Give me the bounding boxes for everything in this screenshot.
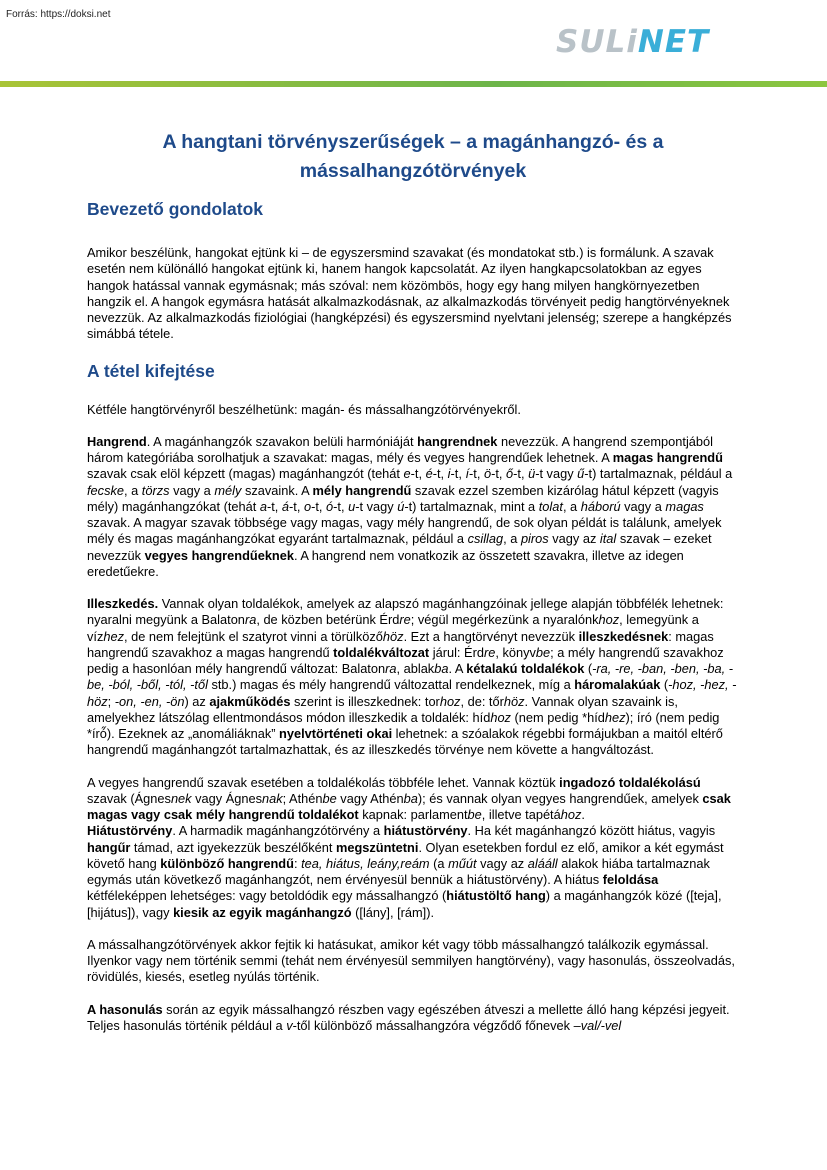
- italic-term: alááll: [527, 855, 558, 871]
- italic-term: höz: [382, 628, 404, 644]
- bold-term: magas hangrendű: [612, 450, 723, 465]
- text-run: kapnak: parlament: [358, 807, 468, 822]
- bold-term: hiátustörvény: [383, 823, 468, 839]
- italic-term: csillag: [467, 531, 504, 547]
- text-run: -t,: [410, 466, 426, 482]
- bold-term: nyelvtörténeti okai: [279, 726, 393, 741]
- italic-term: i: [447, 466, 451, 482]
- text-run: ;: [107, 693, 115, 709]
- text-run: stb.) magas és mély hangrendű változattal rendelkeznek, míg a: [207, 677, 575, 693]
- italic-term: v: [286, 1017, 293, 1033]
- document-title: A hangtani törvényszerűségek – a magánhangzó- és a mássalhangzótörvények: [162, 131, 664, 182]
- text-run: . A magánhangzók szavakon belüli harmóniáját: [146, 433, 418, 449]
- text-run: ; Athén: [282, 790, 323, 806]
- section-heading-main: A tétel kifejtése: [87, 360, 215, 381]
- bold-term: Hiátustörvény: [87, 823, 173, 839]
- text-run: , ablak: [396, 661, 435, 676]
- text-run: :: [293, 855, 302, 871]
- italic-term: nak: [262, 790, 283, 806]
- italic-term: ó: [326, 498, 334, 514]
- italic-term: műút: [448, 855, 477, 871]
- text-run: vagy Athén: [336, 790, 404, 806]
- bold-term: csak magas vagy csak mély hangrendű toldalékot: [87, 790, 731, 822]
- text-run: járul: Érd: [429, 644, 484, 660]
- text-run: ; végül megérkezünk a nyaralónk: [410, 612, 599, 628]
- bold-term: különböző hangrendű: [160, 855, 294, 871]
- logo-part-suli: SULi: [556, 24, 638, 60]
- italic-term: re: [483, 644, 496, 660]
- italic-term: ú: [397, 498, 405, 514]
- text-run: szavak. A magyar szavak többsége vagy magas, vagy mély hangrendű, de sok olyan példát is találunk, amelyek mély és magas magánhangzókat egyaránt tartalmaznak, például a: [87, 515, 722, 547]
- text-run: . A hangrend nem vonatkozik az összetett szavakra, illetve az idegen eredetűekre.: [87, 547, 684, 579]
- text-run: -től különböző mássalhangzóra végződő főnevek –: [292, 1017, 581, 1033]
- bold-term: mély hangrendű: [312, 482, 412, 498]
- text-run: , könyv: [495, 644, 536, 660]
- text-run: . Vannak olyan szavaink is, amelyekhez látszólag ellentmondásos módon illeszkedik a toldalék: híd: [87, 693, 678, 725]
- italic-term: u: [348, 498, 356, 514]
- italic-term: magas: [665, 498, 704, 514]
- text-run: , a: [124, 482, 142, 498]
- text-run: . Olyan esetekben fordul ez elő, amikor a két egymást követő hang: [87, 839, 724, 871]
- bold-term: hiátustöltő hang: [446, 888, 546, 904]
- italic-term: hoz: [560, 807, 582, 822]
- italic-term: -on, -en, -ön: [114, 693, 185, 709]
- text-run: -t,: [491, 466, 506, 482]
- text-run: -t) tartalmaznak, például a: [584, 466, 733, 482]
- italic-term: tolat: [538, 498, 563, 514]
- paragraph-hangrend: [87, 434, 739, 580]
- text-run: ); és vannak olyan vegyes hangrendűek, amelyek: [417, 790, 703, 806]
- text-run: . Ha két magánhangzó között hiátus, vagyis: [467, 823, 716, 839]
- text-run: . A harmadik magánhangzótörvény a: [172, 823, 384, 839]
- italic-term: í: [465, 466, 469, 482]
- italic-term: ra: [385, 661, 397, 676]
- italic-term: nek: [170, 790, 192, 806]
- text-run: . Ezt a hangtörvényt nevezzük: [403, 628, 579, 644]
- italic-term: ital: [599, 531, 617, 547]
- text-run: szerint is illeszkednek: tor: [290, 693, 440, 709]
- text-run: vagy a: [169, 482, 215, 498]
- text-run: támad, azt igyekezzük beszélőként: [130, 839, 336, 855]
- text-run: -t vagy: [355, 498, 398, 514]
- text-run: (nem pedig *híd: [510, 709, 605, 725]
- text-run: során az egyik mássalhangzó részben vagy egészében átveszi a mellette álló hang képzési jegyeit. Teljes hasonulás történik például a: [87, 1001, 730, 1033]
- text-run: szavak – ezeket nevezzük: [87, 531, 712, 563]
- text-run: vagy az: [548, 531, 600, 547]
- italic-term: re: [399, 612, 411, 628]
- sulinet-logo: [556, 22, 746, 62]
- text-run: -t,: [469, 466, 484, 482]
- italic-term: hez: [604, 709, 626, 725]
- bold-term: hangűr: [87, 839, 131, 855]
- text-run: A vegyes hangrendű szavak esetében a toldalékolás többféle lehet. Vannak köztük: [87, 774, 560, 790]
- italic-term: ra: [244, 612, 257, 628]
- bold-term: vegyes hangrendűeknek: [144, 547, 294, 563]
- italic-term: mély: [214, 482, 242, 498]
- text-run: -t vagy: [535, 466, 578, 482]
- text-run: -t,: [450, 466, 466, 482]
- italic-term: be: [467, 807, 482, 822]
- italic-term: val/-vel: [580, 1017, 622, 1033]
- text-run: szavak csak elöl képzett (magas) magánhangzót (tehát: [87, 466, 404, 482]
- text-run: , de nem felejtünk el szatyrot vinni a törülköző: [124, 628, 383, 644]
- paragraph-massalhangzo: A mássalhangzótörvények akkor fejtik ki hatásukat, amikor két vagy több mássalhangzó találkozik egymással. Ilyenkor vagy nem történik semmi (tehát nem érvényesül semmilyen hangtörvény), vagy hasonulás, összeolvadás, rövidülés, kiesés, esetleg nyúlás történik.: [87, 936, 735, 985]
- italic-term: hoz: [598, 612, 620, 628]
- text-run: ) az: [184, 693, 210, 709]
- italic-term: piros: [520, 531, 549, 547]
- bold-term: illeszkedésnek: [578, 628, 669, 644]
- section-heading-intro: Bevezető gondolatok: [87, 199, 263, 219]
- bold-term: háromalakúak: [574, 677, 661, 693]
- italic-term: hez: [103, 628, 124, 644]
- italic-term: -hoz, -hez, -höz: [87, 677, 737, 709]
- italic-term: höz: [503, 693, 525, 709]
- text-run: -t,: [266, 498, 282, 514]
- bold-term: ajakműködés: [209, 693, 291, 709]
- text-run: kétféleképpen lehetséges: vagy betoldódik egy mássalhangzó (: [87, 888, 447, 904]
- text-run: -t,: [513, 466, 529, 482]
- text-run: (a: [429, 855, 449, 871]
- bold-term: ingadozó toldalékolású: [559, 774, 701, 790]
- text-run: ; a mély hangrendű szavakhoz pedig a hasonlóan mély hangrendű változat: Balaton: [87, 644, 724, 676]
- italic-term: ü: [528, 466, 536, 482]
- italic-term: tea, hiátus, leány,reám: [301, 855, 430, 871]
- italic-term: ba: [434, 661, 449, 676]
- bold-term: toldalékváltozat: [333, 644, 430, 660]
- text-run: , illetve tapétá: [481, 807, 561, 822]
- paragraph-illeszkedes: [87, 596, 739, 759]
- italic-term: háború: [580, 498, 621, 514]
- intro-paragraph: Amikor beszélünk, hangokat ejtünk ki – de egyszersmind szavakat (és mondatokat stb.) is formálunk. A szavak esetén nem különálló hangokat ejtünk ki, hanem hangok kapcsolatát. Az ilyen hangkapcsolatokban az egyes hangok hatással vannak egymásnak; más szóval: nem közömbös, hogy egy hang milyen hangkörnyezetben hangzik el. A hangok egymásra hatását alkalmazkodásnak, az alkalmazkodás törvényeit pedig hangtörvényeknek nevezzük. Az alkalmazkodás fiziológiai (hangképzési) és egyszersmind nyelvtani jelenség; szerepe a hangképzés simábbá tétele.: [87, 245, 732, 342]
- text-run: , de közben betérünk Érd: [256, 612, 400, 628]
- text-run: , de: tőr: [460, 693, 504, 709]
- text-run: : magas hangrendű szavakhoz a magas hangrendű: [87, 628, 714, 660]
- bold-term: hangrendnek: [417, 433, 498, 449]
- text-run: -t,: [432, 466, 448, 482]
- text-run: ); író (nem pedig *író: [87, 709, 720, 741]
- italic-term: ba: [403, 790, 418, 806]
- bold-term: kiesik az egyik magánhangzó: [173, 904, 352, 920]
- source-label: Forrás: https://doksi.net: [6, 9, 111, 20]
- italic-term: hoz: [490, 709, 511, 725]
- text-run: vagy az: [476, 855, 528, 871]
- text-run: szavaink. A: [241, 482, 313, 498]
- text-run: .: [581, 807, 585, 822]
- text-run: , a: [562, 498, 581, 514]
- text-run: ). Ezeknek az „anomáliáknak”: [106, 726, 280, 741]
- text-run: -t,: [311, 498, 327, 514]
- italic-term: e: [403, 466, 411, 482]
- italic-term: ő: [506, 466, 514, 482]
- paragraph-hasonulas: [87, 1002, 739, 1035]
- italic-term: fecske: [87, 482, 124, 498]
- text-run: ) a magánhangzók közé ([teja], [hijátus]), vagy: [87, 888, 722, 920]
- paragraph-hiatus: [87, 823, 739, 921]
- text-run: szavak ezzel szemben kizárólag hátul képzett (vagyis mély) magánhangzókat (tehát: [87, 482, 719, 514]
- text-run: nevezzük. A hangrend szempontjából három kategóriába sorolhatjuk a szavakat: magas, mély és vegyes hangrendűek lehetnek. A: [87, 433, 713, 465]
- bold-term: Illeszkedés.: [87, 596, 159, 611]
- bold-term: kétalakú toldalékok: [466, 661, 585, 676]
- italic-term: a: [259, 498, 267, 514]
- paragraph-vegyes: [87, 775, 739, 824]
- bold-term: megszüntetni: [335, 839, 419, 855]
- italic-term: hoz: [439, 693, 461, 709]
- text-run: vagy a: [620, 498, 666, 514]
- italic-term: -ra, -re, -ban, -ben, -ba, -be, -ból, -ből, -tól, -től: [87, 661, 733, 693]
- logo-part-net: NET: [637, 24, 710, 60]
- italic-term: ö: [483, 466, 492, 482]
- bold-term: A hasonulás: [87, 1001, 163, 1017]
- paragraph-two-kinds: Kétféle hangtörvényről beszélhetünk: magán- és mássalhangzótörvényekről.: [87, 401, 521, 417]
- text-run: ([lány], [rám]).: [351, 904, 435, 920]
- header-divider: [0, 81, 827, 87]
- italic-term: á: [281, 498, 290, 514]
- text-run: (: [584, 661, 593, 676]
- text-run: alakok hiába tartalmaznak egymás után következő magánhangzót, nem érvényesül bennük a hiátustörvény). A hiátus: [87, 855, 710, 887]
- text-run: , lemegyünk a víz: [87, 612, 699, 644]
- text-run: -t) tartalmaznak, mint a: [404, 498, 539, 514]
- text-run: lehetnek: a szóalakok régebbi formájukban a maitól eltérő hangrendű magánhangzót tartalmazhattak, és az illeszkedés törvénye nem követte a hangváltozást.: [87, 726, 723, 758]
- text-run: Vannak olyan toldalékok, amelyek az alapszó magánhangzóinak jellege alapján többfélék lehetnek: nyaralni megyünk a Balaton: [87, 596, 724, 628]
- italic-term: be: [322, 790, 337, 806]
- text-run: , a: [503, 531, 521, 547]
- text-run: (: [660, 677, 669, 693]
- italic-term: ű: [577, 466, 585, 482]
- text-run: -t,: [289, 498, 304, 514]
- text-run: . A: [448, 661, 467, 676]
- italic-term: é: [425, 466, 433, 482]
- italic-term: be: [535, 644, 551, 660]
- text-run: szavak (Ágnes: [87, 790, 171, 806]
- text-run: vagy Ágnes: [191, 790, 263, 806]
- document-body: [87, 128, 739, 1034]
- bold-term: Hangrend: [87, 433, 147, 449]
- italic-term: törzs: [141, 482, 170, 498]
- italic-term: o: [303, 498, 312, 514]
- bold-term: feloldása: [602, 872, 659, 887]
- text-run: -t,: [333, 498, 349, 514]
